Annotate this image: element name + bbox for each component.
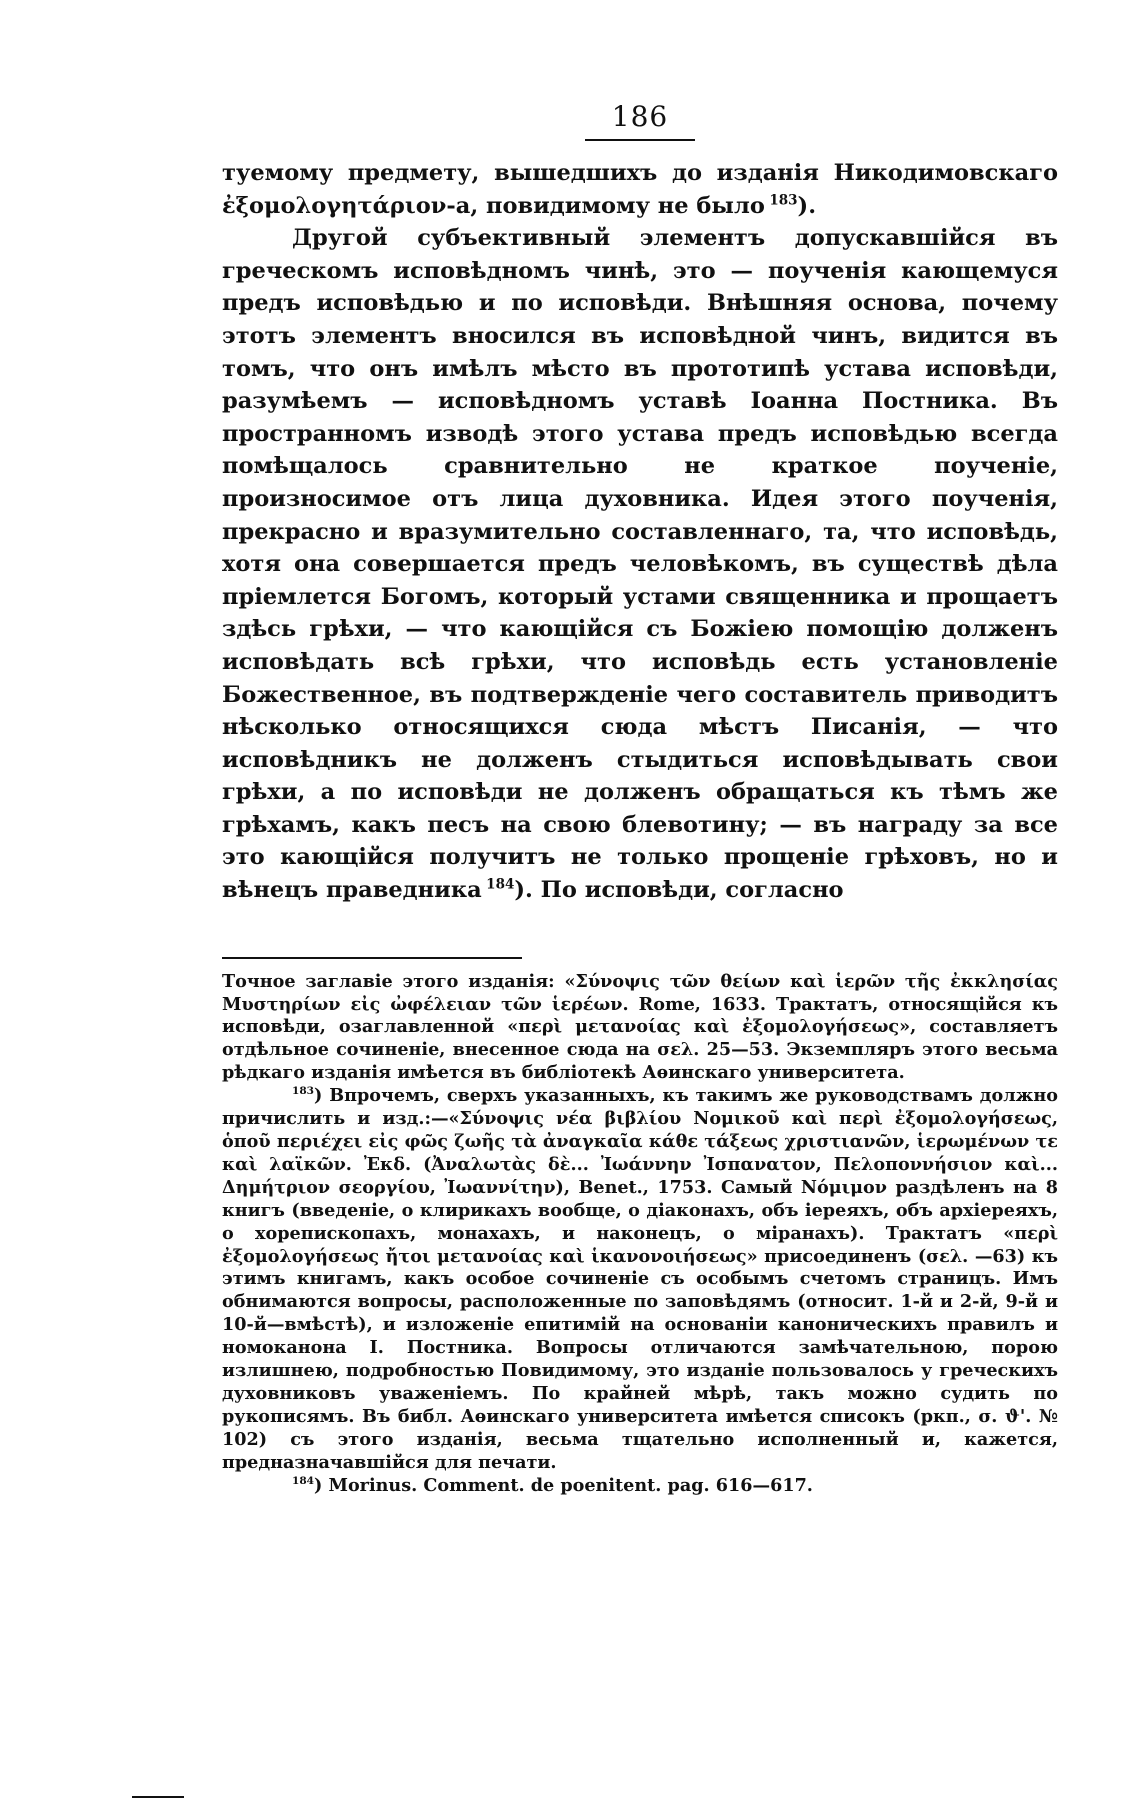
page-number-underline [585,139,695,141]
paragraph-2 [222,222,1058,906]
paragraph-continuation [222,157,1058,222]
main-text [222,157,1058,907]
paragraph-2-end: ). По исповѣди, согласно [514,877,844,904]
footnote-184-text: ) Morinus. Comment. de poenitent. pag. 616—617. [314,1474,813,1496]
footnote-ref-183: 183 [769,192,798,209]
paragraph-1-text: туемому предмету, вышедшихъ до изданія Никодимовскаго ἐξομολογητάριον-а, повидимому не было [222,160,1058,219]
footnote-continued: Точное заглавіе этого изданія: «Σύνοψις τῶν θείων καὶ ἱερῶν τῆς ἐκκλησίας Μυστηρίων εἰς ὠφέλειαν τῶν ἱερέων. Rome, 1633. Трактатъ, относящійся къ исповѣди, озаглавленной «περὶ μετανοίας καὶ ἐξομολογήσεως», составляетъ отдѣльное сочиненіе, внесенное сюда на σελ. 25—53. Экземпляръ этого весьма рѣдкаго изданія имѣется въ библіотекѣ Аѳинскаго университета. [222,970,1058,1084]
footnotes [222,971,1058,1498]
footnote-mark-184: 184 [292,1474,315,1487]
book-page [222,100,1058,1800]
footnote-183-text: ) Впрочемъ, сверхъ указанныхъ, къ такимъ же руководствамъ должно причислить и изд.:—«Σύνοψις νέα βιβλίου Νομικοῦ καὶ περὶ ἐξομολογήσεως, ὁποῦ περιέχει εἰς φῶς ζωῆς τὰ ἀναγκαῖα κάθε τάξεως χριστιανῶν, ἱερωμένων τε καὶ λαϊκῶν. Ἐκδ. (Ἀναλωτὰς δὲ... Ἰωάννην Ἰσπανατον, Πελοποννήσιον καὶ... Δημήτριον σεοργίου, Ἰωαννίτην), Benet., 1753. Самый Νόμιμον раздѣленъ на 8 книгъ (введеніе, о клирикахъ вообще, о діаконахъ, объ іереяхъ, объ архіереяхъ, о хорепископахъ, монахахъ, и наконецъ, о міранахъ). Трактатъ «περὶ ἐξομολογήσεως ἤτοι μετανοίας καὶ ἱκανονοιήσεως» присоединенъ (σελ. —63) къ этимъ книгамъ, какъ особое сочиненіе съ особымъ счетомъ страницъ. Имъ обнимаются вопросы, расположенные по заповѣдямъ (относит. 1-й и 2-й, 9-й и 10-й—вмѣстѣ), и изложеніе епитимій на основаніи каноническихъ правилъ и номоканона І. Постника. Вопросы отличаются замѣчательною, порою излишнею, подробностью Повидимому, это изданіе пользовалось у греческихъ духовниковъ уваженіемъ. По крайней мѣрѣ, такъ можно судить по рукописямъ. Въ библ. Аѳинскаго университета имѣется списокъ (ркп., σ. ϑ'. № 102) съ этого изданія, весьма тщательно исполненный и, кажется, предназначавшійся для печати. [222,1085,1058,1473]
paragraph-1-end: ). [797,192,817,219]
page-number: 186 [611,100,669,133]
footnote-184 [222,1475,1058,1498]
bottom-margin-rule [132,1796,184,1798]
footnote-183 [222,1085,1058,1474]
footnote-mark-183: 183 [292,1085,315,1098]
footnote-separator [222,957,522,959]
footnote-ref-184: 184 [486,876,515,893]
paragraph-2-text: Другой субъективный элементъ допускавшійся въ греческомъ исповѣдномъ чинѣ, это — поученія кающемуся предъ исповѣдью и по исповѣди. Внѣшняя основа, почему этотъ элементъ вносился въ исповѣдной чинъ, видится въ томъ, что онъ имѣлъ мѣсто въ прототипѣ устава исповѣди, разумѣемъ — исповѣдномъ уставѣ Іоанна Постника. Въ пространномъ изводѣ этого устава предъ исповѣдью всегда помѣщалось сравнительно не краткое поученіе, произносимое отъ лица духовника. Идея этого поученія, прекрасно и вразумительно составленнаго, та, что исповѣдь, хотя она совершается предъ человѣкомъ, въ существѣ дѣла пріемлется Богомъ, который устами священника и прощаетъ здѣсь грѣхи, — что кающійся съ Божіею помощію долженъ исповѣдать всѣ грѣхи, что исповѣдь есть установленіе Божественное, въ подтвержденіе чего составитель приводитъ нѣсколько относящихся сюда мѣстъ Писанія, — что исповѣдникъ не долженъ стыдиться исповѣдывать свои грѣхи, а по исповѣди не долженъ обращаться къ тѣмъ же грѣхамъ, какъ песъ на свою блевотину; — въ награду за все это кающійся получитъ не только прощеніе грѣховъ, но и вѣнецъ праведника [222,225,1058,904]
